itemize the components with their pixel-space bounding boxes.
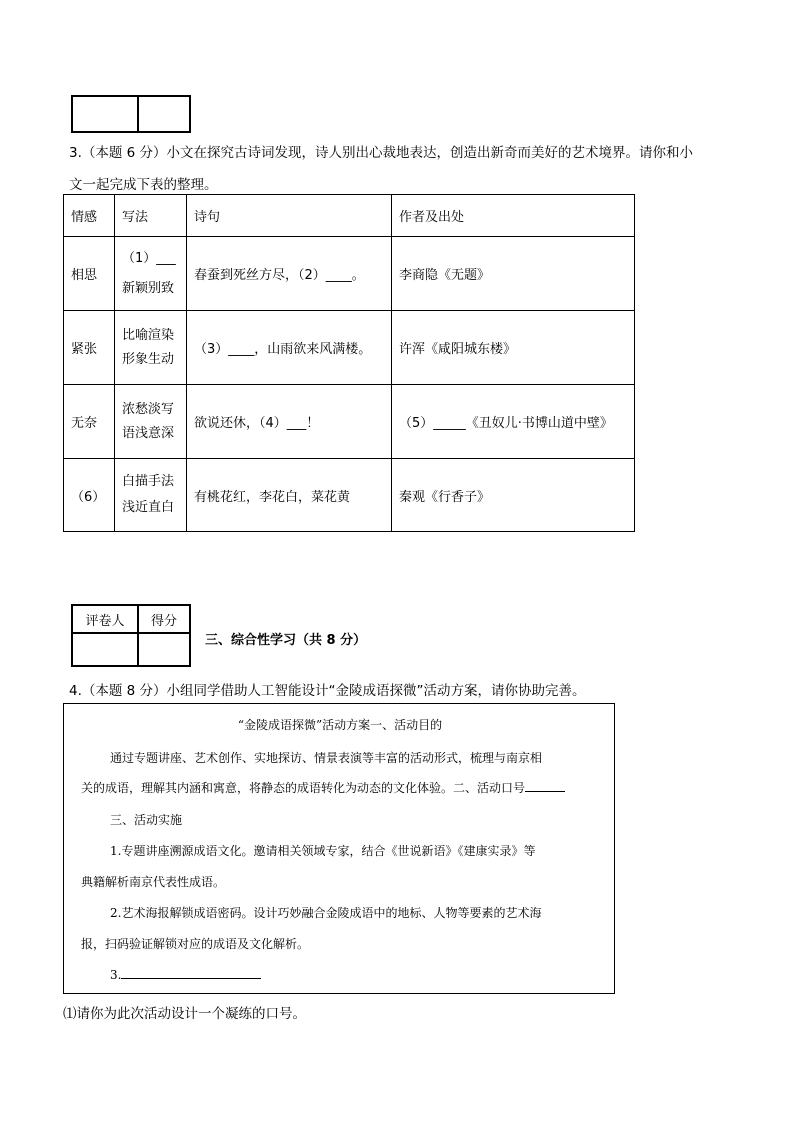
cell-emotion: 紧张 bbox=[64, 311, 115, 385]
cell-source: 许浑《咸阳城东楼》 bbox=[392, 311, 635, 385]
plan-item3-label: 3. bbox=[110, 968, 122, 982]
plan-para1-line2-text: 关的成语，理解其内涵和寓意，将静态的成语转化为动态的文化体验。二、活动口号 bbox=[81, 781, 526, 795]
grader-input-cell[interactable] bbox=[72, 633, 138, 666]
cell-method bbox=[115, 385, 187, 459]
method-line: 新颖别致 bbox=[122, 280, 175, 296]
plan-title: “金陵成语探微”活动方案一、活动目的 bbox=[237, 718, 443, 732]
method-line: 浓愁淡写 bbox=[122, 401, 175, 417]
table-row bbox=[64, 385, 635, 459]
section3-title: 三、综合性学习（共 8 分） bbox=[205, 633, 367, 648]
plan-para1-line1: 通过专题讲座、艺术创作、实地探访、情景表演等丰富的活动形式，梳理与南京相 bbox=[110, 751, 543, 765]
q3-stem-line1: 3.（本题 6 分）小文在探究古诗词发现，诗人别出心裁地表达，创造出新奇而美好的艺术境界。请你和小 bbox=[69, 145, 694, 161]
plan-item2-line1: 2.艺术海报解锁成语密码。设计巧妙融合金陵成语中的地标、人物等要素的艺术海 bbox=[110, 906, 542, 920]
cell-source: 秦观《行香子》 bbox=[392, 459, 635, 532]
method-line: 白描手法 bbox=[122, 474, 175, 489]
cell-source[interactable]: （5）_____《丑奴儿·书博山道中壁》 bbox=[392, 385, 635, 459]
cell-emotion: 相思 bbox=[64, 237, 115, 311]
plan-item1-line1: 1.专题讲座溯源成语文化。邀请相关领域专家，结合《世说新语》《建康实录》等 bbox=[110, 844, 536, 858]
cell-verse[interactable]: 春蚕到死丝方尽，（2）____。 bbox=[187, 237, 392, 311]
plan-item1-line2: 典籍解析南京代表性成语。 bbox=[81, 875, 226, 889]
plan-item3 bbox=[110, 966, 261, 982]
method-line: 比喻渲染 bbox=[122, 327, 175, 343]
activity-plan-box bbox=[63, 703, 615, 994]
method-line: 浅近直白 bbox=[122, 500, 175, 515]
cell-source: 李商隐《无题》 bbox=[392, 237, 635, 311]
cell-verse[interactable]: 欲说还休，（4）___！ bbox=[187, 385, 392, 459]
plan-section3-heading: 三、活动实施 bbox=[110, 813, 183, 827]
method-line: 语浅意深 bbox=[122, 425, 175, 441]
cell-verse: 有桃花红，李花白，菜花黄 bbox=[187, 459, 392, 532]
score-label: 得分 bbox=[138, 605, 190, 633]
cell-verse[interactable]: （3）____，山雨欲来风满楼。 bbox=[187, 311, 392, 385]
cell-method bbox=[115, 459, 187, 532]
method-line: （1）___ bbox=[122, 250, 176, 266]
q3-table bbox=[63, 194, 635, 532]
header-verse: 诗句 bbox=[187, 195, 392, 237]
table-header-row bbox=[64, 195, 635, 237]
slogan-blank[interactable] bbox=[525, 779, 565, 792]
item3-blank[interactable] bbox=[121, 966, 261, 979]
cell-emotion: 无奈 bbox=[64, 385, 115, 459]
top-score-box bbox=[71, 95, 191, 133]
cell-method bbox=[115, 311, 187, 385]
top-score-cell-grader[interactable] bbox=[72, 96, 138, 132]
header-emotion: 情感 bbox=[64, 195, 115, 237]
plan-item2-line2: 报，扫码验证解锁对应的成语及文化解析。 bbox=[81, 937, 310, 951]
score-input-cell[interactable] bbox=[138, 633, 190, 666]
table-row bbox=[64, 237, 635, 311]
plan-para1-line2 bbox=[81, 779, 565, 796]
grader-label: 评卷人 bbox=[72, 605, 138, 633]
q4-sub1: ⑴请你为此次活动设计一个凝练的口号。 bbox=[63, 1006, 306, 1022]
table-row bbox=[64, 311, 635, 385]
q3-stem-line2: 文一起完成下表的整理。 bbox=[69, 177, 218, 193]
table-row bbox=[64, 459, 635, 532]
q4-stem: 4.（本题 8 分）小组同学借助人工智能设计“金陵成语探微”活动方案，请你协助完善。 bbox=[69, 683, 586, 699]
cell-method[interactable] bbox=[115, 237, 187, 311]
method-line: 形象生动 bbox=[122, 351, 175, 367]
section3-score-box bbox=[71, 604, 191, 667]
header-method: 写法 bbox=[115, 195, 187, 237]
header-source: 作者及出处 bbox=[392, 195, 635, 237]
top-score-cell-score[interactable] bbox=[138, 96, 190, 132]
cell-emotion[interactable]: （6） bbox=[64, 459, 115, 532]
